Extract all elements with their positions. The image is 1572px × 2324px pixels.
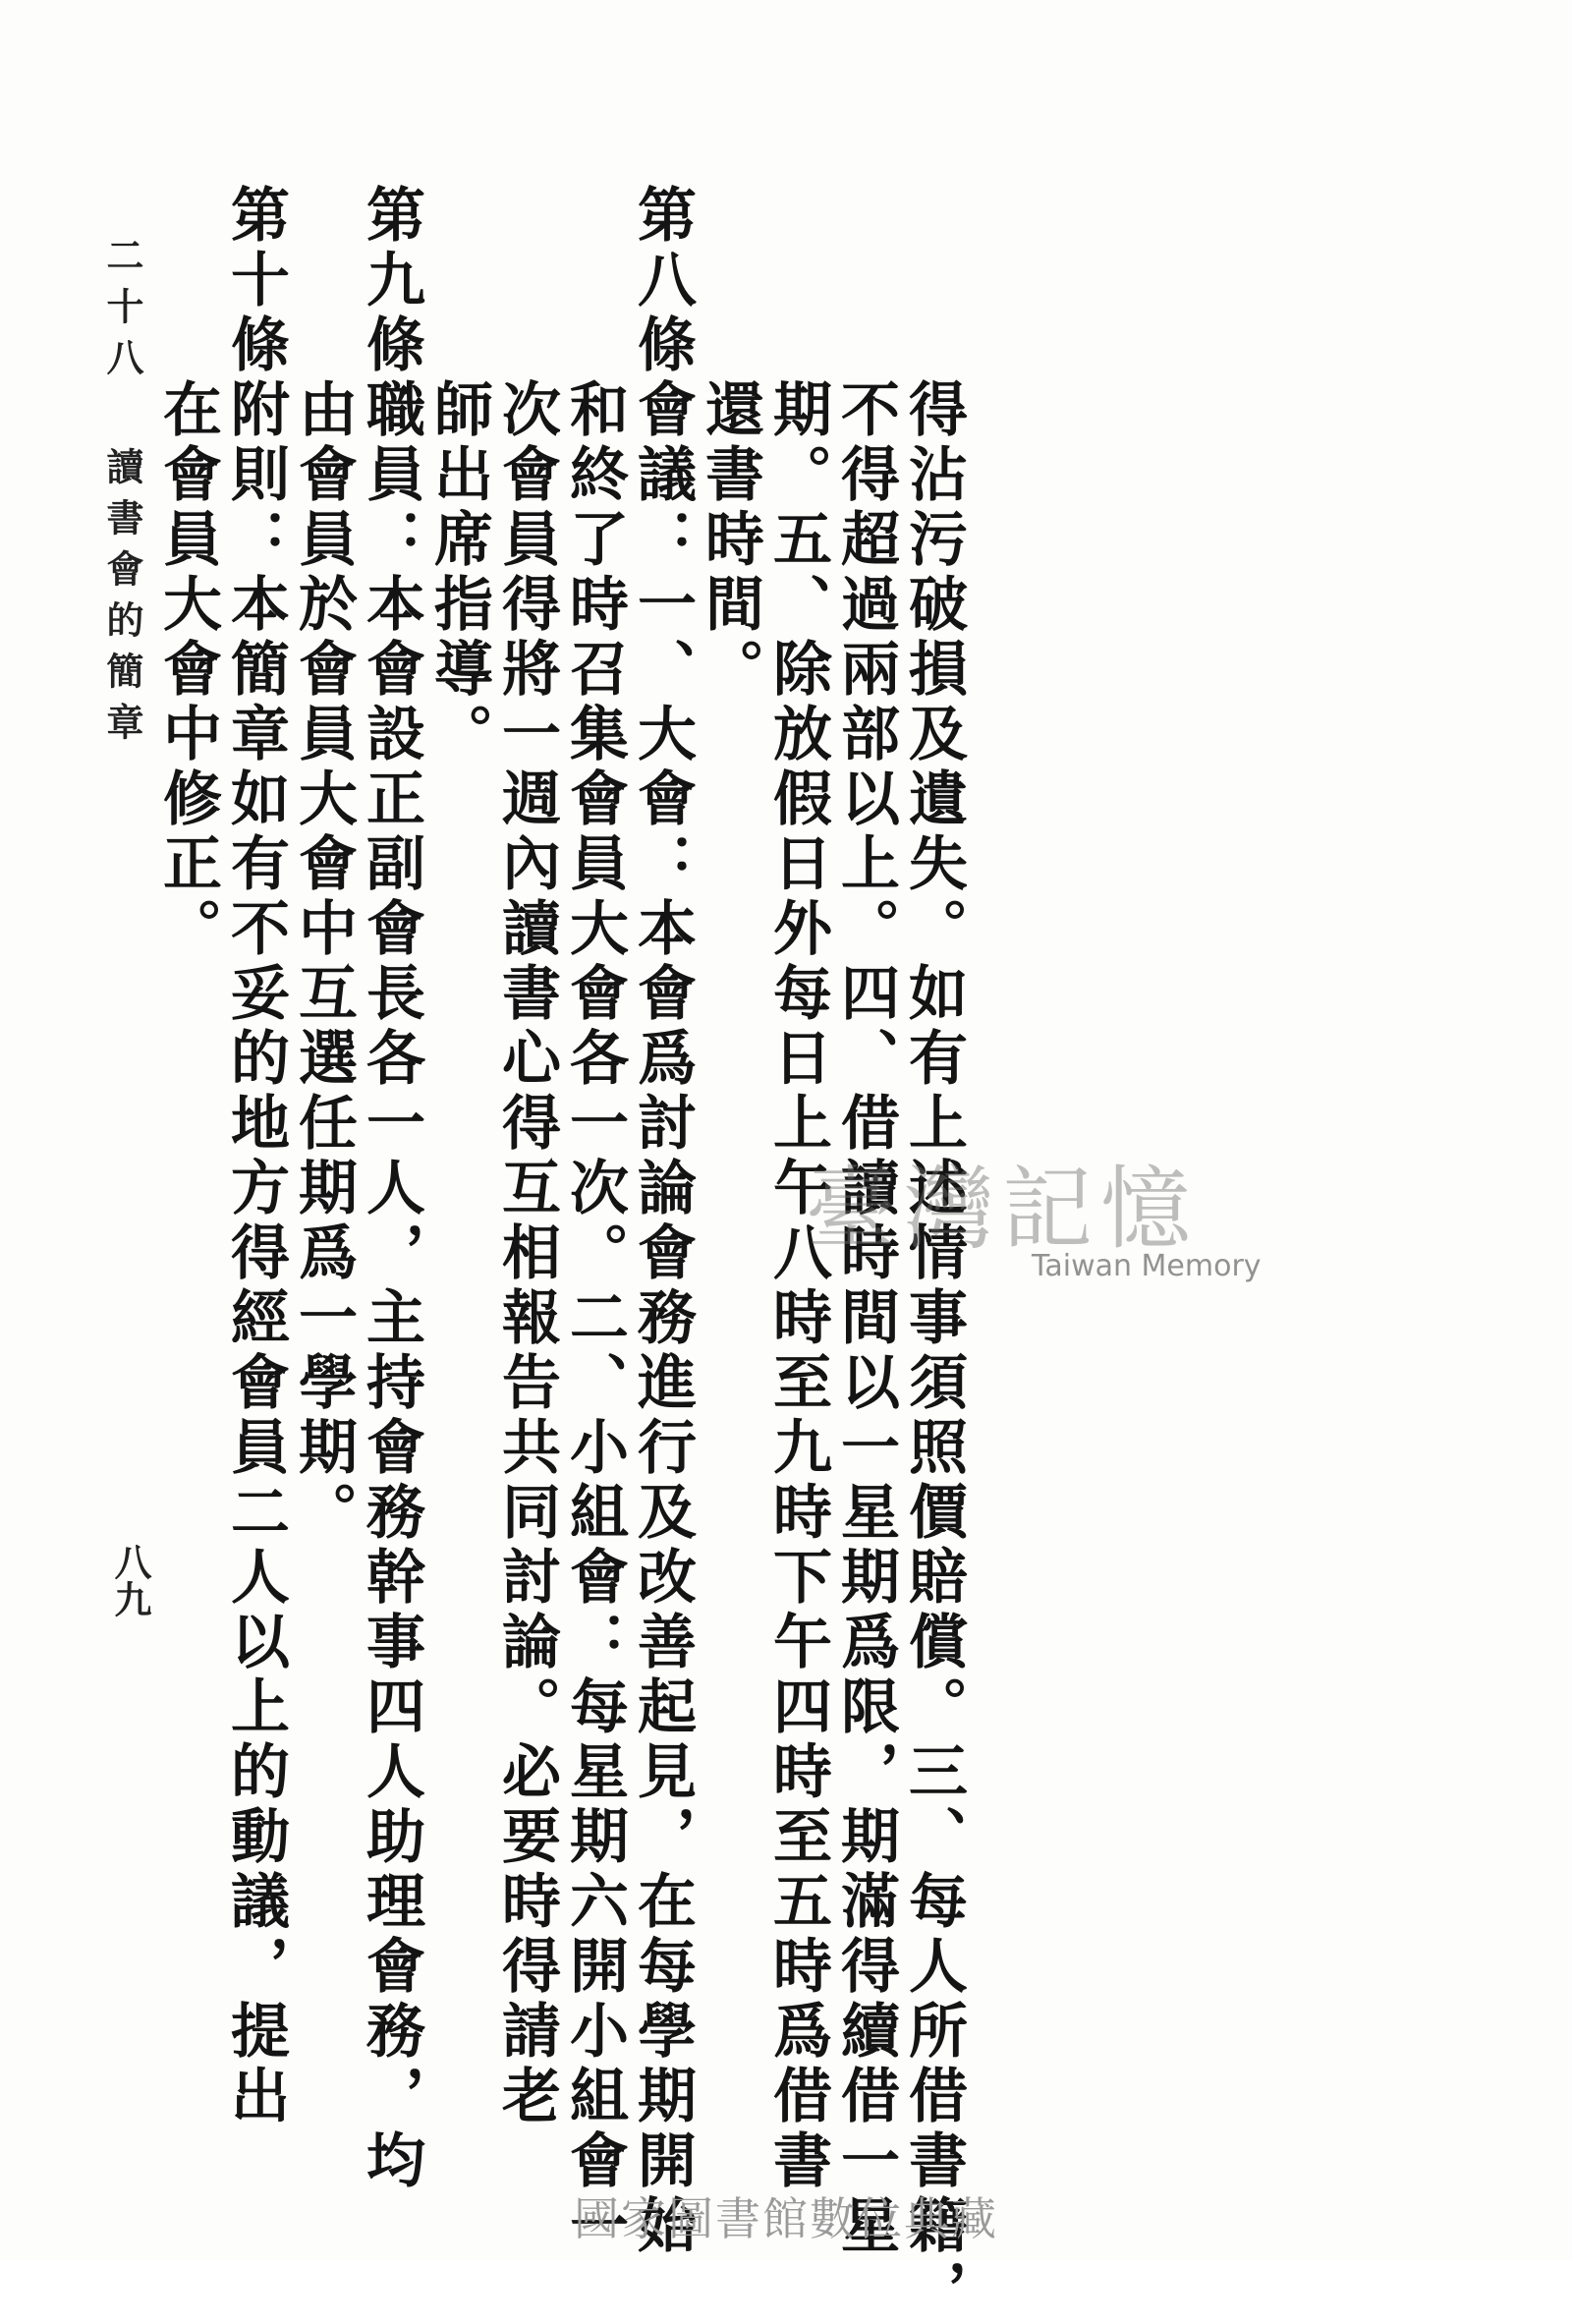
- text-column-7: 次會員得將一週內讀書心得互相報告共同討論。必要時得請老: [492, 378, 561, 2129]
- article-label-10: 第十條: [221, 184, 290, 378]
- text-column-2: 不得超過兩部以上。四、借讀時間以一星期爲限，期滿得續借一星: [831, 378, 900, 2259]
- running-header: 二十八 讀書會的簡章: [100, 236, 144, 754]
- text-column-4: 還書時間。: [696, 378, 764, 703]
- article-label-8: 第八條: [628, 184, 697, 378]
- watermark-text: 臺灣記憶: [806, 1157, 1200, 1262]
- article-label-9: 第九條: [357, 184, 425, 378]
- text-column-10: 由會員於會員大會中互選任期爲一學期。: [289, 378, 358, 1546]
- text-column-12: 在會員大會中修正。: [153, 378, 222, 962]
- watermark-subtitle: Taiwan Memory: [1032, 1249, 1262, 1283]
- text-column-3: 期。五、除放假日外每日上午八時至九時下午四時至五時爲借書: [763, 378, 832, 2194]
- text-column-1: 得沾污破損及遺失。如有上述情事須照價賠償。三、每人所借書籍，: [899, 378, 968, 2324]
- text-column-8: 師出席指導。: [424, 378, 493, 767]
- text-column-5: 會議：一、大會：本會爲討論會務進行及改善起見，在每學期開始: [628, 378, 697, 2259]
- text-column-6: 和終了時召集會員大會各一次。二、小組會：每星期六開小組會一: [560, 378, 629, 2259]
- page-number: 八九: [108, 1543, 152, 1617]
- watermark: [806, 1157, 1277, 1322]
- text-column-11: 附則：本簡章如有不妥的地方得經會員二人以上的動議，提出: [221, 378, 290, 2129]
- footer-credit: 國家圖書館數位典藏: [574, 2192, 998, 2245]
- text-column-9: 職員：本會設正副會長各一人，主持會務幹事四人助理會務，均: [357, 378, 425, 2194]
